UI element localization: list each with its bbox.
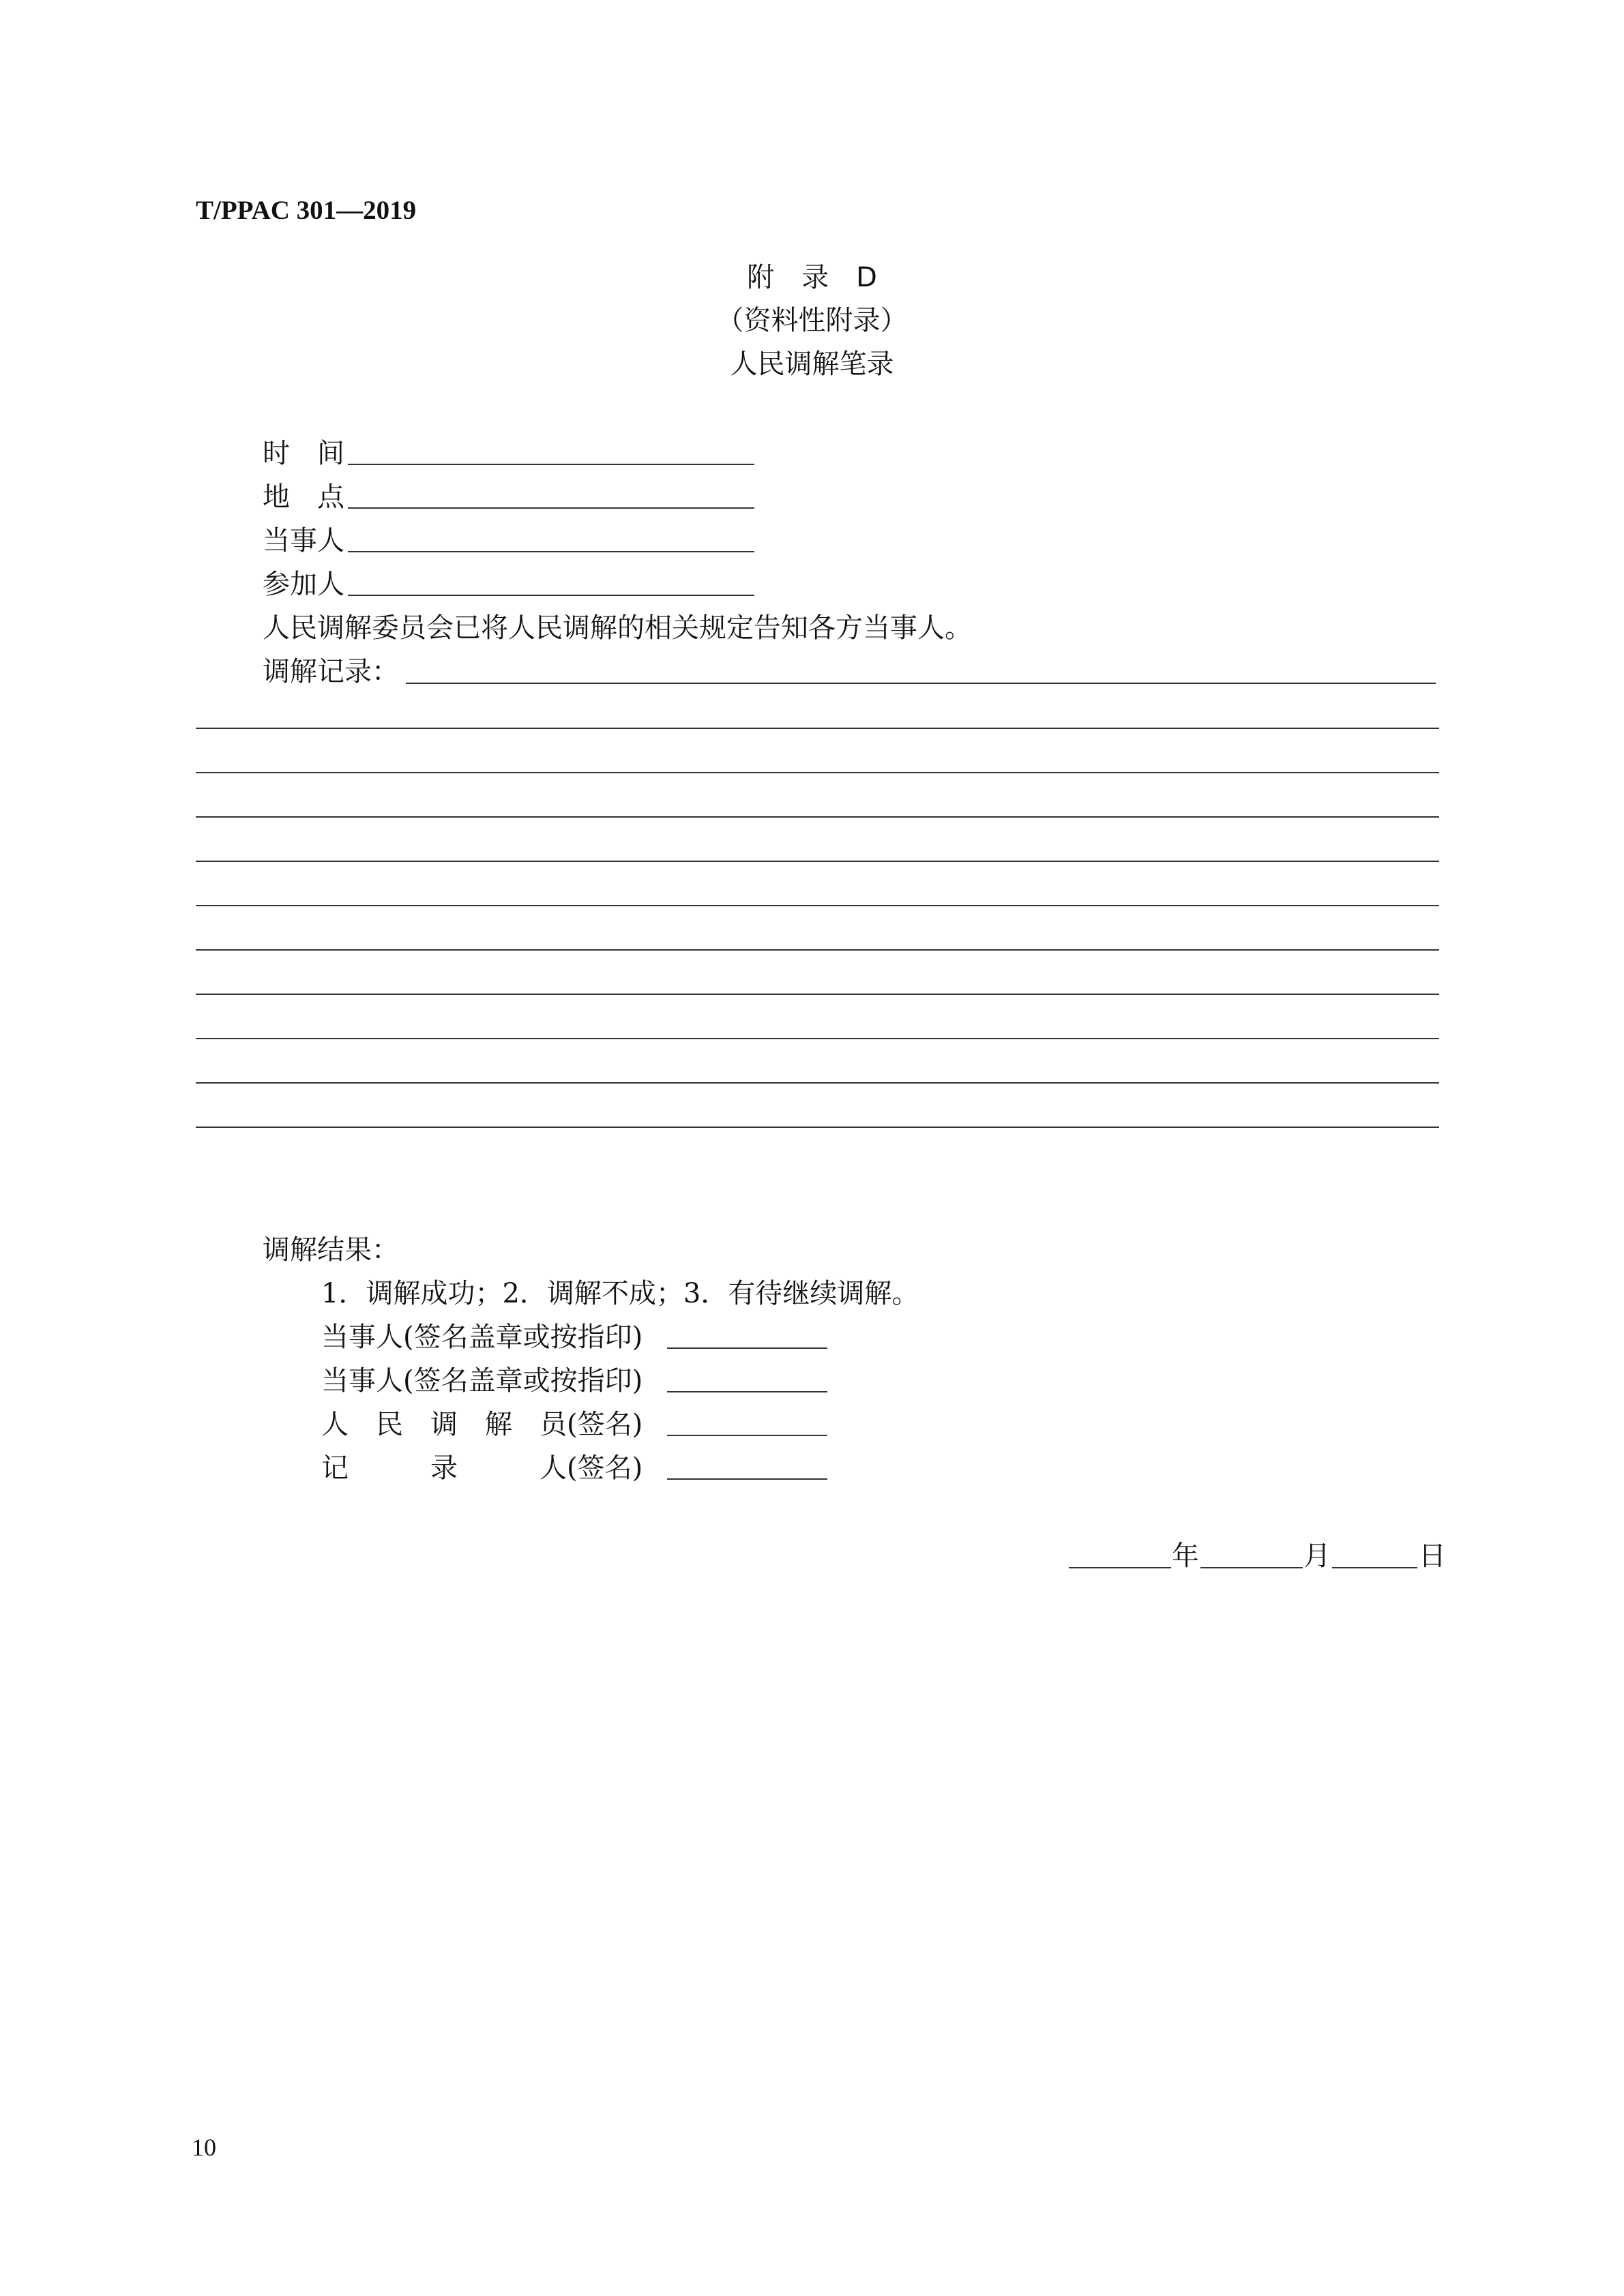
- notice-text: 人民调解委员会已将人民调解的相关规定告知各方当事人。: [263, 612, 972, 644]
- time-label: 时 间: [263, 438, 344, 469]
- mediator-signature-label: 人 民 调 解 员(签名): [321, 1409, 643, 1440]
- recorder-signature-line[interactable]: [667, 1478, 827, 1480]
- year-input-line[interactable]: [1069, 1567, 1171, 1568]
- record-line[interactable]: [196, 1082, 1439, 1084]
- appendix-type: （资料性附录）: [716, 305, 908, 336]
- place-input-line[interactable]: [348, 507, 754, 509]
- record-line[interactable]: [196, 861, 1439, 862]
- month-label: 月: [1303, 1540, 1331, 1572]
- document-code: T/PPAC 301—2019: [196, 196, 417, 225]
- record-line[interactable]: [196, 949, 1439, 951]
- record-label: 调解记录：: [263, 656, 399, 687]
- page-number: 10: [192, 2134, 216, 2161]
- place-label: 地 点: [263, 481, 344, 513]
- appendix-title: 附 录 D: [747, 262, 877, 293]
- party1-signature-line[interactable]: [667, 1347, 827, 1349]
- participant-label: 参加人: [263, 569, 344, 600]
- month-input-line[interactable]: [1200, 1567, 1303, 1568]
- recorder-signature-label: 记 录 人(签名): [321, 1452, 643, 1484]
- party1-signature-label: 当事人(签名盖章或按指印): [321, 1322, 643, 1353]
- result-options: 1．调解成功；2．调解不成；3．有待继续调解。: [321, 1278, 919, 1309]
- record-line[interactable]: [196, 1127, 1439, 1128]
- participant-input-line[interactable]: [348, 595, 754, 596]
- record-line[interactable]: [196, 1038, 1439, 1039]
- time-input-line[interactable]: [348, 464, 754, 465]
- form-title: 人民调解笔录: [730, 348, 894, 380]
- result-label: 调解结果：: [263, 1234, 399, 1266]
- day-label: 日: [1419, 1540, 1446, 1572]
- day-input-line[interactable]: [1332, 1567, 1417, 1568]
- record-line[interactable]: [196, 728, 1439, 729]
- record-line[interactable]: [196, 772, 1439, 773]
- party-label: 当事人: [263, 525, 344, 556]
- record-line[interactable]: [196, 816, 1439, 818]
- record-line[interactable]: [196, 994, 1439, 995]
- party-input-line[interactable]: [348, 551, 754, 552]
- record-line[interactable]: [196, 905, 1439, 906]
- mediator-signature-line[interactable]: [667, 1435, 827, 1436]
- record-input-line[interactable]: [406, 683, 1436, 684]
- party2-signature-label: 当事人(签名盖章或按指印): [321, 1365, 643, 1397]
- party2-signature-line[interactable]: [667, 1391, 827, 1392]
- year-label: 年: [1172, 1540, 1199, 1572]
